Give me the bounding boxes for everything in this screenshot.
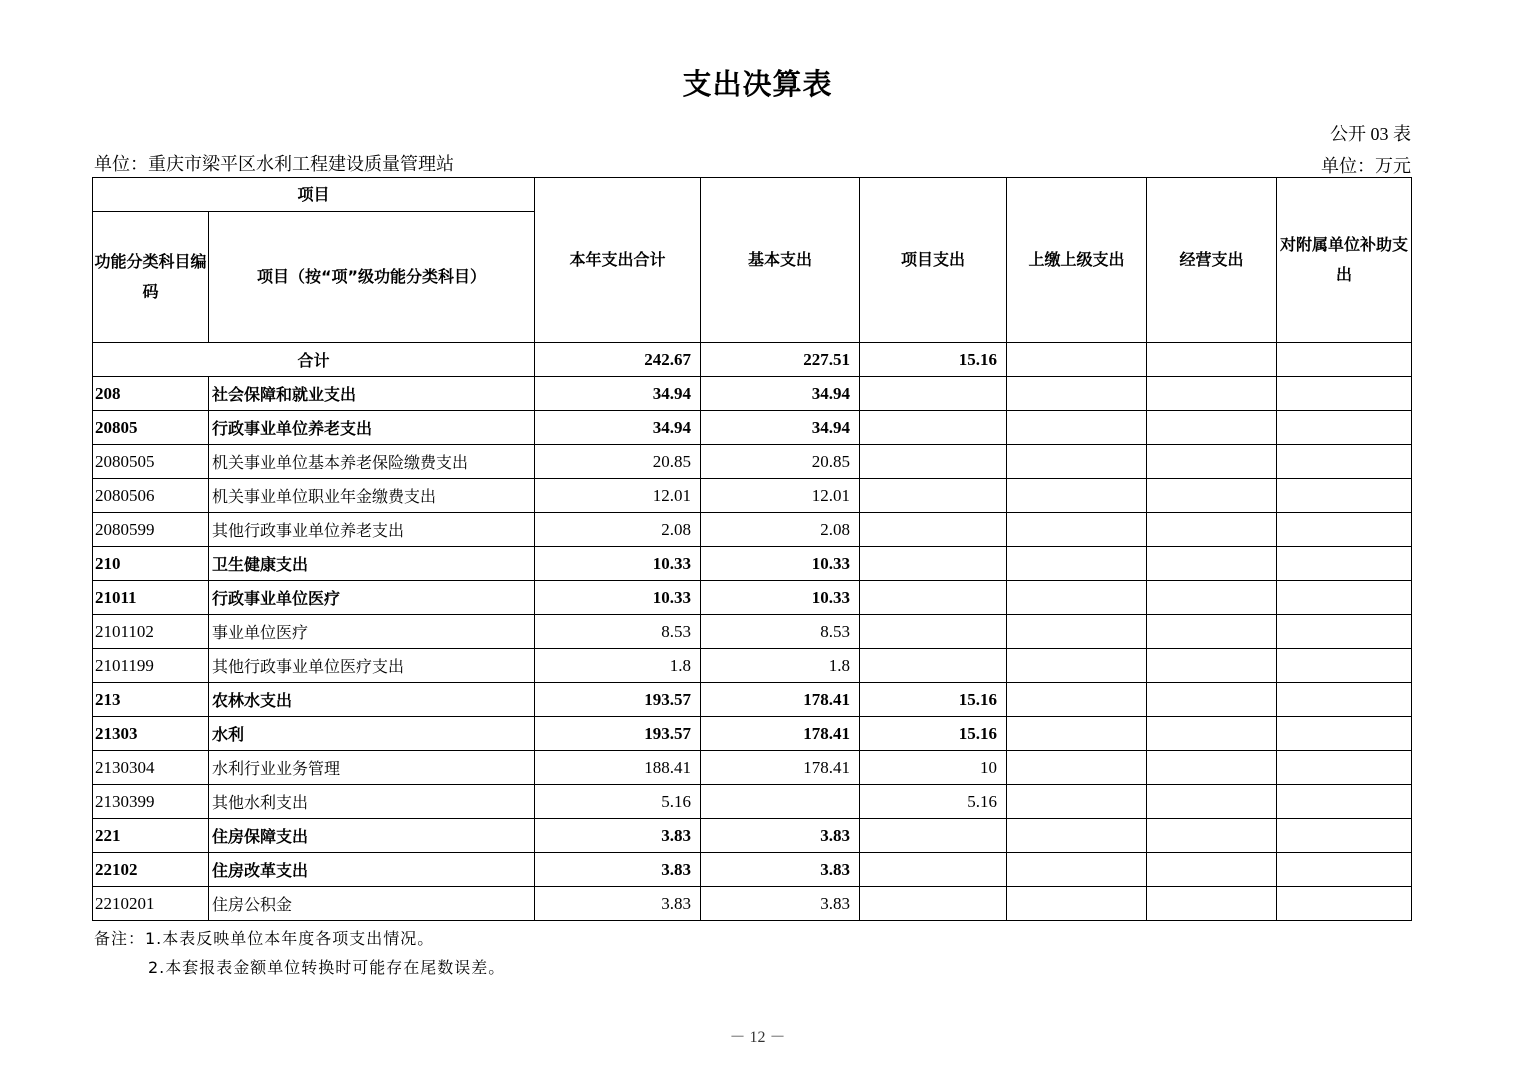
cell-name: 事业单位医疗	[209, 615, 535, 649]
cell-project	[860, 377, 1007, 411]
table-row	[93, 751, 1412, 785]
cell-remit	[1007, 377, 1147, 411]
note-2: 2.本套报表金额单位转换时可能存在尾数误差。	[148, 958, 506, 977]
cell-business	[1147, 785, 1277, 819]
cell-project	[860, 887, 1007, 921]
expenditure-table	[92, 177, 1412, 921]
cell-basic: 3.83	[701, 853, 860, 887]
header-remit: 上缴上级支出	[1007, 178, 1147, 343]
cell-remit	[1007, 717, 1147, 751]
cell-remit	[1007, 785, 1147, 819]
cell-code: 221	[93, 819, 209, 853]
cell-total: 188.41	[535, 751, 701, 785]
table-row	[93, 683, 1412, 717]
cell-project: 15.16	[860, 343, 1007, 377]
cell-subsidy	[1277, 819, 1412, 853]
cell-subsidy	[1277, 649, 1412, 683]
cell-project: 10	[860, 751, 1007, 785]
cell-subsidy	[1277, 683, 1412, 717]
cell-basic: 178.41	[701, 683, 860, 717]
cell-name: 行政事业单位医疗	[209, 581, 535, 615]
cell-code: 210	[93, 547, 209, 581]
cell-code: 2210201	[93, 887, 209, 921]
cell-remit	[1007, 853, 1147, 887]
cell-name: 水利	[209, 717, 535, 751]
cell-remit	[1007, 513, 1147, 547]
cell-remit	[1007, 751, 1147, 785]
header-item-name: 项目（按“项”级功能分类科目）	[209, 212, 535, 343]
cell-subsidy	[1277, 547, 1412, 581]
table-row	[93, 615, 1412, 649]
cell-code: 2080505	[93, 445, 209, 479]
cell-total: 20.85	[535, 445, 701, 479]
cell-basic	[701, 785, 860, 819]
currency-unit: 单位：万元	[1321, 156, 1411, 176]
cell-total: 1.8	[535, 649, 701, 683]
table-body	[93, 343, 1412, 921]
table-row	[93, 717, 1412, 751]
cell-remit	[1007, 547, 1147, 581]
cell-name: 农林水支出	[209, 683, 535, 717]
cell-name: 水利行业业务管理	[209, 751, 535, 785]
cell-project	[860, 853, 1007, 887]
cell-remit	[1007, 479, 1147, 513]
cell-project	[860, 581, 1007, 615]
cell-project: 5.16	[860, 785, 1007, 819]
cell-business	[1147, 649, 1277, 683]
total-label: 合计	[93, 343, 535, 377]
table-row	[93, 853, 1412, 887]
cell-project	[860, 615, 1007, 649]
cell-code: 20805	[93, 411, 209, 445]
table-row	[93, 887, 1412, 921]
cell-business	[1147, 751, 1277, 785]
cell-remit	[1007, 615, 1147, 649]
cell-total: 34.94	[535, 377, 701, 411]
cell-remit	[1007, 445, 1147, 479]
cell-name: 住房保障支出	[209, 819, 535, 853]
cell-subsidy	[1277, 853, 1412, 887]
header-total: 本年支出合计	[535, 178, 701, 343]
cell-total: 2.08	[535, 513, 701, 547]
cell-basic: 10.33	[701, 547, 860, 581]
total-row	[93, 343, 1412, 377]
cell-business	[1147, 615, 1277, 649]
cell-business	[1147, 581, 1277, 615]
cell-subsidy	[1277, 887, 1412, 921]
cell-business	[1147, 717, 1277, 751]
cell-basic: 178.41	[701, 751, 860, 785]
cell-name: 其他行政事业单位养老支出	[209, 513, 535, 547]
cell-code: 213	[93, 683, 209, 717]
page-title: 支出决算表	[682, 67, 833, 101]
cell-remit	[1007, 411, 1147, 445]
cell-subsidy	[1277, 513, 1412, 547]
cell-subsidy	[1277, 479, 1412, 513]
cell-basic: 178.41	[701, 717, 860, 751]
header-subsidy: 对附属单位补助支出	[1277, 178, 1412, 343]
cell-code: 2080506	[93, 479, 209, 513]
header-func-code: 功能分类科目编码	[93, 212, 209, 343]
cell-name: 其他水利支出	[209, 785, 535, 819]
cell-name: 卫生健康支出	[209, 547, 535, 581]
cell-project	[860, 445, 1007, 479]
cell-basic: 3.83	[701, 819, 860, 853]
cell-remit	[1007, 343, 1147, 377]
cell-subsidy	[1277, 411, 1412, 445]
cell-remit	[1007, 887, 1147, 921]
table-row	[93, 377, 1412, 411]
cell-basic: 3.83	[701, 887, 860, 921]
cell-code: 2101102	[93, 615, 209, 649]
cell-business	[1147, 479, 1277, 513]
cell-code: 2130399	[93, 785, 209, 819]
header-basic: 基本支出	[701, 178, 860, 343]
cell-business	[1147, 411, 1277, 445]
cell-subsidy	[1277, 343, 1412, 377]
cell-subsidy	[1277, 377, 1412, 411]
cell-business	[1147, 683, 1277, 717]
table-header	[93, 178, 1412, 343]
cell-project	[860, 649, 1007, 683]
cell-name: 住房改革支出	[209, 853, 535, 887]
cell-total: 12.01	[535, 479, 701, 513]
cell-project: 15.16	[860, 683, 1007, 717]
cell-name: 社会保障和就业支出	[209, 377, 535, 411]
reporting-unit: 单位：重庆市梁平区水利工程建设质量管理站	[94, 154, 454, 174]
cell-total: 8.53	[535, 615, 701, 649]
cell-total: 3.83	[535, 887, 701, 921]
table-row	[93, 785, 1412, 819]
cell-business	[1147, 887, 1277, 921]
cell-business	[1147, 343, 1277, 377]
cell-project: 15.16	[860, 717, 1007, 751]
cell-name: 机关事业单位基本养老保险缴费支出	[209, 445, 535, 479]
cell-name: 机关事业单位职业年金缴费支出	[209, 479, 535, 513]
cell-basic: 1.8	[701, 649, 860, 683]
cell-total: 3.83	[535, 853, 701, 887]
note-1: 备注：1.本表反映单位本年度各项支出情况。	[94, 929, 435, 948]
cell-basic: 2.08	[701, 513, 860, 547]
cell-code: 22102	[93, 853, 209, 887]
cell-project	[860, 479, 1007, 513]
cell-basic: 34.94	[701, 411, 860, 445]
cell-remit	[1007, 819, 1147, 853]
cell-total: 34.94	[535, 411, 701, 445]
cell-basic: 227.51	[701, 343, 860, 377]
cell-total: 3.83	[535, 819, 701, 853]
cell-business	[1147, 819, 1277, 853]
cell-remit	[1007, 581, 1147, 615]
cell-name: 行政事业单位养老支出	[209, 411, 535, 445]
cell-business	[1147, 513, 1277, 547]
table-row	[93, 581, 1412, 615]
header-project: 项目	[93, 178, 535, 212]
cell-business	[1147, 445, 1277, 479]
cell-name: 住房公积金	[209, 887, 535, 921]
cell-basic: 20.85	[701, 445, 860, 479]
cell-total: 193.57	[535, 717, 701, 751]
table-row	[93, 513, 1412, 547]
cell-total: 193.57	[535, 683, 701, 717]
cell-name: 其他行政事业单位医疗支出	[209, 649, 535, 683]
cell-business	[1147, 547, 1277, 581]
cell-remit	[1007, 683, 1147, 717]
table-row	[93, 819, 1412, 853]
cell-subsidy	[1277, 581, 1412, 615]
table-row	[93, 411, 1412, 445]
cell-subsidy	[1277, 785, 1412, 819]
cell-subsidy	[1277, 717, 1412, 751]
cell-total: 242.67	[535, 343, 701, 377]
cell-basic: 12.01	[701, 479, 860, 513]
cell-total: 10.33	[535, 581, 701, 615]
cell-total: 10.33	[535, 547, 701, 581]
cell-total: 5.16	[535, 785, 701, 819]
page-number: － 12 －	[729, 1029, 786, 1046]
cell-code: 21011	[93, 581, 209, 615]
cell-code: 2080599	[93, 513, 209, 547]
cell-business	[1147, 853, 1277, 887]
cell-project	[860, 819, 1007, 853]
cell-subsidy	[1277, 445, 1412, 479]
cell-subsidy	[1277, 615, 1412, 649]
cell-code: 2101199	[93, 649, 209, 683]
form-number: 公开 03 表	[1330, 124, 1411, 144]
cell-business	[1147, 377, 1277, 411]
header-project-expenditure: 项目支出	[860, 178, 1007, 343]
cell-basic: 10.33	[701, 581, 860, 615]
cell-project	[860, 513, 1007, 547]
cell-basic: 8.53	[701, 615, 860, 649]
cell-project	[860, 547, 1007, 581]
table-row	[93, 649, 1412, 683]
cell-basic: 34.94	[701, 377, 860, 411]
cell-subsidy	[1277, 751, 1412, 785]
table-row	[93, 547, 1412, 581]
table-row	[93, 479, 1412, 513]
cell-code: 2130304	[93, 751, 209, 785]
table-row	[93, 445, 1412, 479]
cell-remit	[1007, 649, 1147, 683]
cell-project	[860, 411, 1007, 445]
cell-code: 21303	[93, 717, 209, 751]
header-business: 经营支出	[1147, 178, 1277, 343]
cell-code: 208	[93, 377, 209, 411]
